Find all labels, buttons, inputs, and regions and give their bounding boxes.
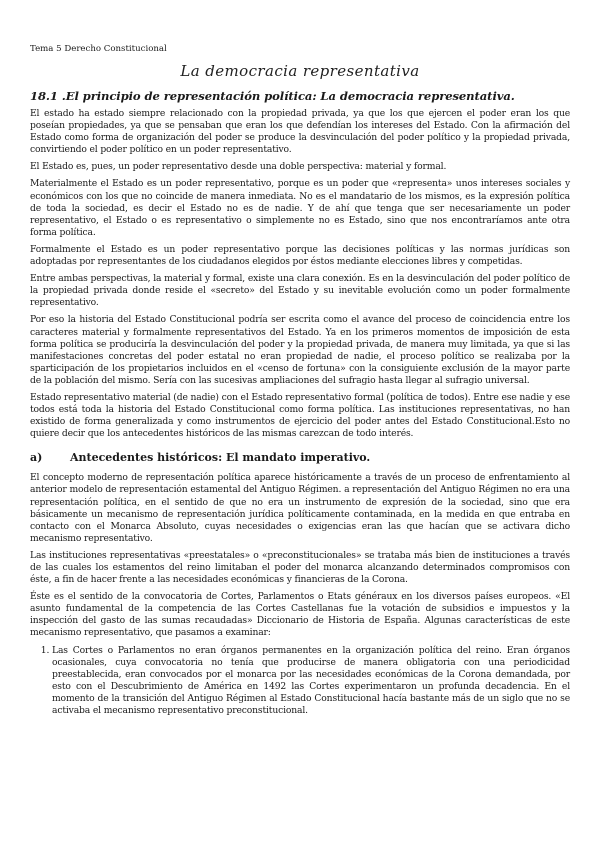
paragraph: Entre ambas perspectivas, la material y formal, existe una clara conexión. Es en la desvinculación del poder político de la propiedad privada donde reside el «secreto» del Estado y su inevitable evolución como un poder formalmente representativo. bbox=[30, 273, 570, 309]
paragraph: El estado ha estado siempre relacionado con la propiedad privada, ya que los que ejercen el poder eran los que poseían propiedades, ya que se pensaban que eran los que defendían los intereses del Estado. Con la afirmación del Estado como forma de organización del poder se produce la desvinculación del poder político y la propiedad privada, convirtiendo el poder político en un poder representativo. bbox=[30, 108, 570, 156]
document-title: La democracia representativa bbox=[180, 62, 420, 80]
paragraph: Las instituciones representativas «preestatales» o «preconstitucionales» se trataba más bien de instituciones a través de las cuales los estamentos del reino limitaban el poder del monarca alcanzando determinados compromisos con éste, a fin de hacer frente a las necesidades económicas y financieras de la Corona. bbox=[30, 549, 570, 586]
paragraph: Por eso la historia del Estado Constitucional podría ser escrita como el avance del proceso de coincidencia entre los caracteres material y formalmente representativos del Estado. Ya en los primeros momentos de imposición de esta forma política se produciría la desvinculación del poder y la propiedad privada, de manera muy limitada, ya que si las manifestaciones concretas del poder estatal no eran propiedad de nadie, el proceso político se realizaba por la sparticipación de los propietarios incluidos en el «censo de fortuna» con la consiguiente exclusión de la mayor parte de la población del mismo. Sería con las sucesivas ampliaciones del sufragio hasta llegar al sufragio universal. bbox=[30, 314, 570, 386]
subsection-heading bbox=[30, 451, 570, 464]
section-heading: 18.1 .El principio de representación política: La democracia representativa. bbox=[30, 89, 515, 103]
paragraph: Materialmente el Estado es un poder representativo, porque es un poder que «representa» unos intereses sociales y económicos con los que no coincide de manera inmediata. No es el mandatario de los mismos, es la expresión política de toda la sociedad, es decir el Estado no es de nadie. Y de ahí que tenga que ser necesariamente un poder representativo, el Estado o es representativo o simplemente no es Estado, sino que nos encontraríamos ante otra forma política. bbox=[30, 178, 570, 238]
paragraph: Estado representativo material (de nadie) con el Estado representativo formal (política de todos). Entre ese nadie y ese todos está toda la historia del Estado Constitucional como forma política. Las instituciones representativas, no han existido de forma generalizada y como instrumentos de ejercicio del poder antes del Estado Constitucional.Esto no quiere decir que los antecedentes históricos de las mismas carezcan de todo interés. bbox=[30, 391, 571, 440]
paragraph: Formalmente el Estado es un poder representativo porque las decisiones políticas y las normas jurídicas son adoptadas por representantes de los ciudadanos elegidos por éstos mediante elecciones libres y competidas. bbox=[30, 243, 570, 268]
list-item: 1. Las Cortes o Parlamentos no eran órganos permanentes en la organización política del reino. Eran órganos ocasionales, cuya convocatoria no tenía que producirse de manera obligatoria con una periodicidad preestablecida, eran convocados por el monarca por las necesidades económicas de la Corona demandada, por esto con el Descubrimiento de América en 1492 las Cortes experimentaron un profunda decadencia. En el momento de la transición del Antiguo Régimen al Estado Constitucional hacía bastante más de un siglo que no se activaba el mecanismo representativo preconstitucional. bbox=[52, 645, 570, 718]
subsection-marker: a) bbox=[30, 451, 43, 465]
paragraph: Éste es el sentido de la convocatoria de Cortes, Parlamentos o Etats généraux en los diversos países europeos. «El asunto fundamental de la competencia de las Cortes Castellanas fue la votación de subsidios e impuestos y la inspección del gasto de las sumas recaudadas» Diccionario de Historia de España. Algunas características de este mecanismo representativo, que pasamos a examinar: bbox=[30, 591, 570, 639]
paragraph: El Estado es, pues, un poder representativo desde una doble perspectiva: material y formal. bbox=[30, 161, 447, 173]
subsection-title: Antecedentes históricos: El mandato imperativo. bbox=[70, 451, 371, 465]
paragraph: El concepto moderno de representación política aparece históricamente a través de un proceso de enfrentamiento al anterior modelo de representación estamental del Antiguo Régimen. a representación del Antiguo Régimen no era una representación política, en el sentido de que no era un instrumento de expresión de la sociedad, sino que era básicamente un mecanismo de representación jurídica políticamente contaminada, en la medida en que entraba en contacto con el Monarca Absoluto, cuyas necesidades o exigencias eran las que hacían que se activara dicho mecanismo representativo. bbox=[30, 472, 570, 544]
numbered-list bbox=[30, 645, 570, 718]
header-label: Tema 5 Derecho Constitucional bbox=[30, 44, 167, 54]
